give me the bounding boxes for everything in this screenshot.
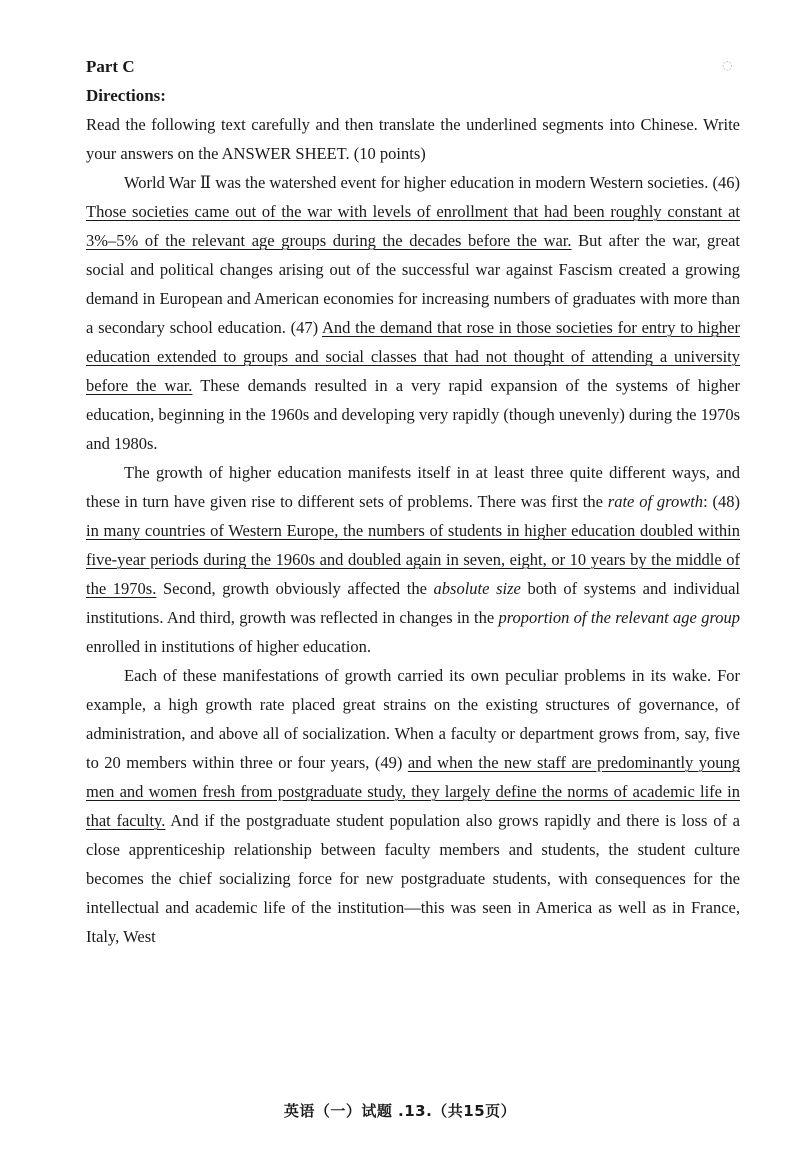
paragraph-2 — [86, 458, 740, 661]
underlined-segment-48: in many countries of Western Europe, the numbers of students in higher education doubled within five-year periods during the 1960s and doubled again in seven, eight, or 10 years by the middle of the 1970s. — [86, 521, 740, 598]
text-segment: The growth of higher education manifests itself in at least three quite different ways, and these in turn have given rise to different sets of problems. There was first the — [86, 463, 740, 511]
text-segment: enrolled in institutions of higher education. — [86, 637, 372, 656]
text-segment: Second, growth obviously affected the — [156, 579, 434, 598]
italic-term: absolute size — [433, 579, 521, 598]
paragraph-3 — [86, 661, 740, 951]
text-segment: These demands resulted in a very rapid expansion of the systems of higher education, beginning in the 1960s and developing very rapidly (though unevenly) during the 1970s and 1980s. — [86, 376, 740, 453]
underlined-segment-47: And the demand that rose in those societies for entry to higher education extended to groups and social classes that had not thought of attending a university before the war. — [86, 318, 740, 395]
page-footer: 英语（一）试题 .13.（共15页） — [283, 1102, 517, 1120]
underlined-segment-49: and when the new staff are predominantly young men and women fresh from postgraduate study, they largely define the norms of academic life in that faculty. — [86, 753, 740, 830]
text-segment: But after the war, great social and political changes arising out of the successful war against Fascism created a growing demand in European and American economies for increasing numbers of graduates with more than a secondary school education. (47) — [86, 231, 740, 337]
exam-page — [86, 52, 740, 951]
text-segment: : (48) — [703, 492, 740, 511]
italic-term: rate of growth — [607, 492, 704, 511]
text-segment: Each of these manifestations of growth carried its own peculiar problems in its wake. For example, a high growth rate placed great strains on the existing structures of governance, of administration, and above all of socialization. When a faculty or department grows from, say, five to 20 members within three or four years, (49) — [86, 666, 740, 772]
paragraph-1 — [86, 168, 740, 458]
directions-title: Directions: — [86, 86, 166, 105]
text-segment: both of systems and individual institutions. And third, growth was reflected in changes in the — [86, 579, 740, 627]
text-segment: World War Ⅱ was the watershed event for higher education in modern Western societies. (46) — [124, 173, 740, 192]
italic-term: proportion of the relevant age group — [498, 608, 740, 627]
directions-text: Read the following text carefully and then translate the underlined segments into Chinese. Write your answers on the ANSWER SHEET. (10 points) — [86, 115, 740, 163]
part-title: Part C — [86, 57, 135, 76]
underlined-segment-46: Those societies came out of the war with levels of enrollment that had been roughly constant at 3%–5% of the relevant age groups during the decades before the war. — [86, 202, 740, 250]
text-segment: And if the postgraduate student population also grows rapidly and there is loss of a close apprenticeship relationship between faculty members and students, the student culture becomes the chief socializing force for new postgraduate students, with consequences for the intellectual and academic life of the institution—this was seen in America as well as in France, Italy, West — [86, 811, 741, 946]
scan-mark: ◌ — [722, 58, 733, 72]
